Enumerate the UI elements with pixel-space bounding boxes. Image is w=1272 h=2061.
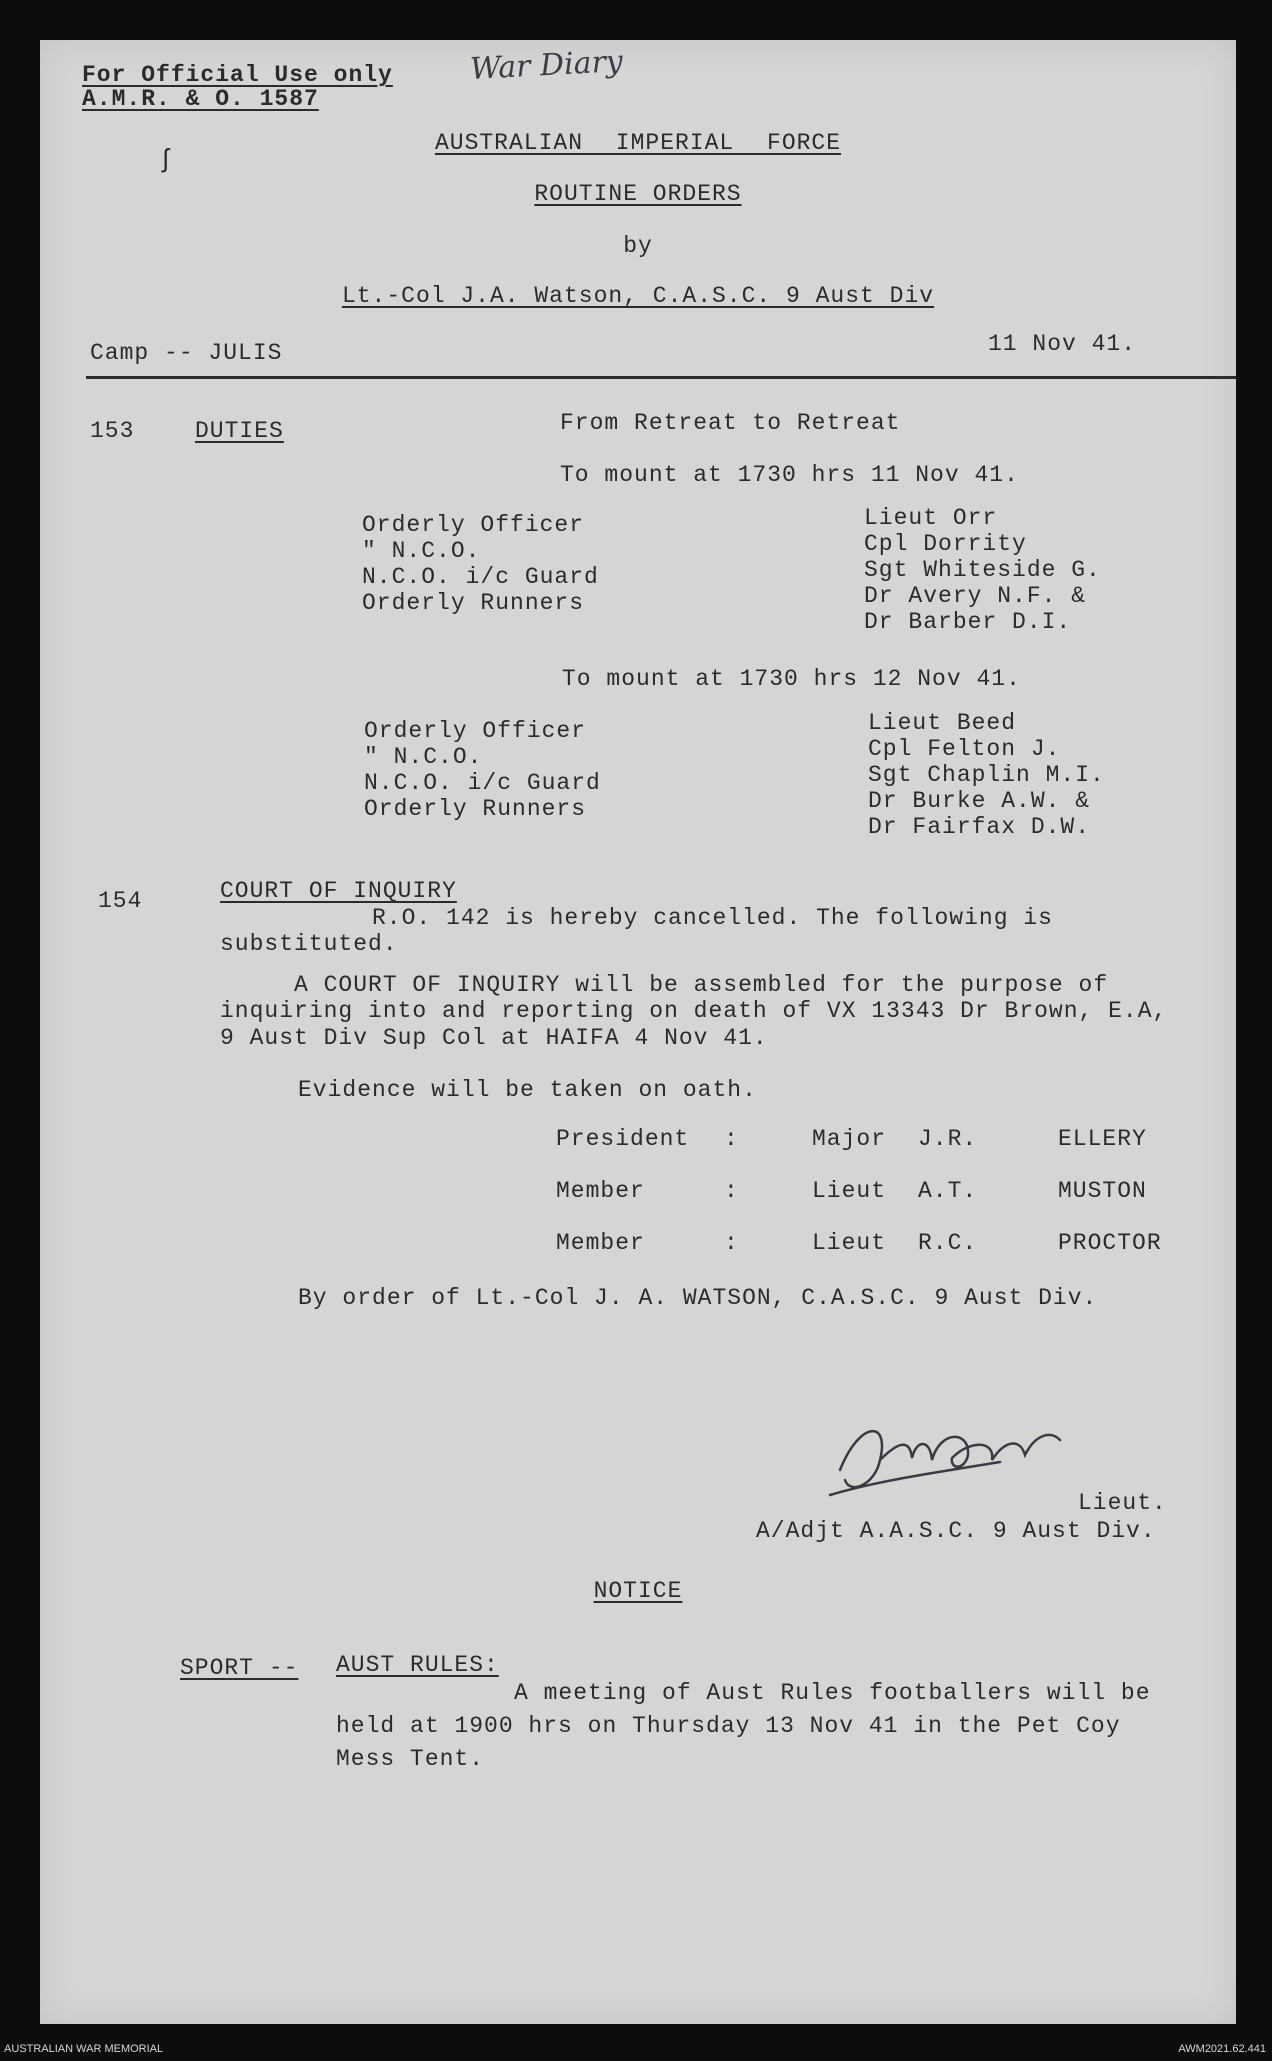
signatory-position: A/Adjt A.A.S.C. 9 Aust Div. (756, 1518, 1156, 1544)
panel-rank: Major (812, 1126, 887, 1152)
handwritten-note: War Diary (469, 44, 624, 87)
order-heading-court-of-inquiry: COURT OF INQUIRY (220, 878, 457, 904)
panel-role: Member (556, 1230, 645, 1256)
panel-role: Member (556, 1178, 645, 1204)
inquiry-text-line: substituted. (220, 931, 398, 957)
order-date: 11 Nov 41. (988, 331, 1137, 357)
inquiry-paragraph-line: inquiring into and reporting on death of VX 13343 Dr Brown, E.A, (220, 998, 1168, 1024)
panel-separator: : (724, 1178, 739, 1204)
evidence-line: Evidence will be taken on oath. (298, 1077, 757, 1103)
duty-names-2 (868, 710, 1105, 840)
duty-roles-2 (364, 718, 601, 822)
duty-names-1 (864, 505, 1101, 635)
duty-name: Dr Burke A.W. & (868, 788, 1091, 814)
duty-name: Sgt Chaplin M.I. (868, 762, 1105, 788)
mount-time-1: To mount at 1730 hrs 11 Nov 41. (560, 462, 1019, 488)
duty-role: Orderly Runners (362, 590, 585, 616)
staple-mark: ʃ (158, 145, 175, 175)
duty-name: Cpl Dorrity (864, 531, 1027, 557)
notice-text-line: A meeting of Aust Rules footballers will be (514, 1680, 1151, 1706)
panel-rank: Lieut (812, 1178, 887, 1204)
notice-sport-label: SPORT -- (180, 1655, 299, 1681)
panel-rank: Lieut (812, 1230, 887, 1256)
duty-name: Cpl Felton J. (868, 736, 1061, 762)
panel-role: President (556, 1126, 690, 1152)
duty-role: " N.C.O. (364, 744, 483, 770)
camp-location: Camp -- JULIS (90, 340, 283, 366)
duty-name: Sgt Whiteside G. (864, 557, 1101, 583)
header-rule (86, 376, 1236, 379)
duty-name: Lieut Beed (868, 710, 1017, 736)
footer-institution: AUSTRALIAN WAR MEMORIAL (4, 2043, 164, 2055)
order-number-154: 154 (98, 888, 143, 914)
duty-role: Orderly Runners (364, 796, 587, 822)
order-heading-duties: DUTIES (195, 418, 284, 444)
official-use-line: For Official Use only (82, 62, 393, 88)
duty-role: " N.C.O. (362, 538, 481, 564)
inquiry-paragraph-line: 9 Aust Div Sup Col at HAIFA 4 Nov 41. (220, 1025, 768, 1051)
notice-text-line: held at 1900 hrs on Thursday 13 Nov 41 in the Pet Coy (336, 1713, 1121, 1739)
duty-name: Dr Fairfax D.W. (868, 814, 1091, 840)
issuing-officer: Lt.-Col J.A. Watson, C.A.S.C. 9 Aust Div (341, 283, 935, 309)
panel-initials: R.C. (918, 1230, 978, 1256)
signature-image (820, 1400, 1090, 1510)
signatory-rank: Lieut. (1078, 1490, 1167, 1516)
duty-role: N.C.O. i/c Guard (364, 770, 601, 796)
panel-surname: MUSTON (1058, 1178, 1147, 1204)
panel-initials: A.T. (918, 1178, 978, 1204)
duty-role: N.C.O. i/c Guard (362, 564, 599, 590)
duty-period: From Retreat to Retreat (560, 410, 901, 436)
notice-text-line: Mess Tent. (336, 1746, 485, 1772)
footer-accession-number: AWM2021.62.441 (1178, 2043, 1266, 2055)
panel-surname: ELLERY (1058, 1126, 1147, 1152)
by-order-line: By order of Lt.-Col J. A. WATSON, C.A.S.C. 9 Aust Div. (298, 1285, 1098, 1311)
archive-footer (0, 2031, 1272, 2061)
duty-name: Dr Barber D.I. (864, 609, 1072, 635)
by-line: by (623, 233, 653, 259)
panel-separator: : (724, 1230, 739, 1256)
notice-sub-heading: AUST RULES: (336, 1652, 499, 1678)
notice-heading: NOTICE (593, 1578, 683, 1604)
panel-initials: J.R. (918, 1126, 978, 1152)
panel-surname: PROCTOR (1058, 1230, 1162, 1256)
inquiry-paragraph-line: A COURT OF INQUIRY will be assembled for the purpose of (294, 972, 1109, 998)
mount-time-2: To mount at 1730 hrs 12 Nov 41. (562, 666, 1021, 692)
duty-role: Orderly Officer (362, 512, 585, 538)
duty-name: Dr Avery N.F. & (864, 583, 1087, 609)
amr-reference: A.M.R. & O. 1587 (82, 86, 319, 112)
inquiry-text-line: R.O. 142 is hereby cancelled. The following is (372, 905, 1053, 931)
document-title: AUSTRALIAN IMPERIAL FORCE (434, 130, 842, 156)
duty-roles-1 (362, 512, 599, 616)
document-page (40, 40, 1236, 2024)
duty-role: Orderly Officer (364, 718, 587, 744)
document-subtitle: ROUTINE ORDERS (534, 181, 742, 207)
panel-separator: : (724, 1126, 739, 1152)
order-number-153: 153 (90, 418, 135, 444)
duty-name: Lieut Orr (864, 505, 998, 531)
